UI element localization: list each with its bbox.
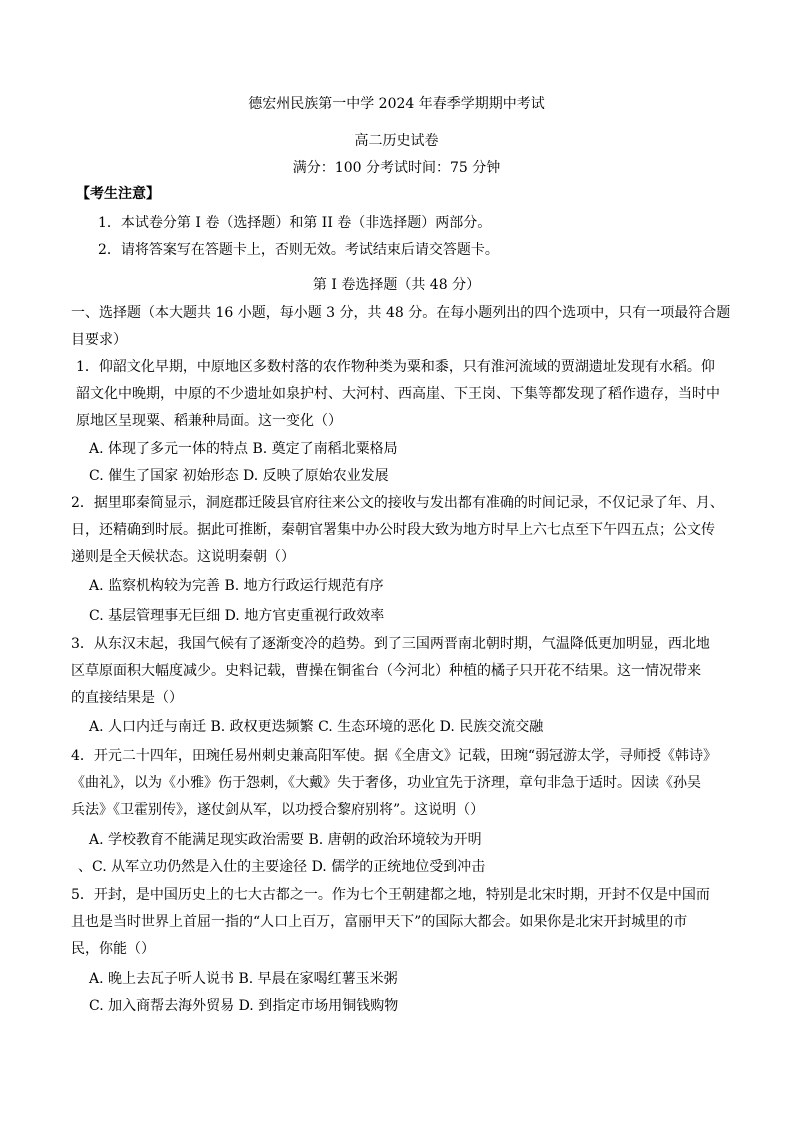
notice-title: 【考生注意】: [76, 186, 160, 202]
notice-item: 1．本试卷分第 I 卷（选择题）和第 II 卷（非选择题）两部分。: [98, 215, 492, 231]
exam-title: 德宏州民族第一中学 2024 年春季学期期中考试: [248, 96, 545, 112]
question-5-option: A. 晚上去瓦子听人说书 B. 早晨在家喝红薯玉米粥: [89, 971, 398, 987]
question-3-stem: 的直接结果是（）: [71, 690, 183, 706]
question-2-stem: 2．据里耶秦简显示，洞庭郡迁陵县官府往来公文的接收与发出都有准确的时间记录，不仅记录了年、月、: [71, 495, 724, 511]
question-4-stem: 兵法》《卫霍别传》，遂仗剑从军，以功授合黎府别将”。这说明（）: [71, 802, 485, 818]
question-2-option: A. 监察机构较为完善 B. 地方行政运行规范有序: [89, 578, 384, 594]
question-5-option: C. 加入商帮去海外贸易 D. 到指定市场用铜钱购物: [89, 998, 399, 1014]
question-1-stem: 1．仰韶文化早期，中原地区多数村落的农作物种类为粟和黍，只有淮河流域的贾湖遗址发现有水稻。仰: [76, 359, 715, 375]
question-2-stem: 递则是全天候状态。这说明秦朝（）: [71, 549, 295, 565]
question-3-option: A. 人口内迁与南迁 B. 政权更迭频繁 C. 生态环境的恶化 D. 民族交流交融: [89, 719, 544, 735]
section-title: 第 I 卷选择题（共 48 分）: [312, 277, 481, 293]
question-3-stem: 3．从东汉末起，我国气候有了逐渐变冷的趋势。到了三国两晋南北朝时期，气温降低更加明显，西北地: [71, 636, 710, 652]
question-2-option: C. 基层管理事无巨细 D. 地方官吏重视行政效率: [89, 608, 385, 624]
section-intro: 目要求）: [71, 332, 127, 348]
question-5-stem: 5．开封，是中国历史上的七大古都之一。作为七个王朝建都之地，特别是北宋时期，开封不仅是中国而: [71, 887, 710, 903]
question-4-option: 、C. 从军立功仍然是入仕的主要途径 D. 儒学的正统地位受到冲击: [78, 859, 486, 875]
subject-title: 高二历史试卷: [354, 133, 439, 149]
question-4-stem: 4．开元二十四年，田琬任易州刺史兼高阳军使。据《全唐文》记载，田琬“弱冠游太学，寻师授《韩诗》: [71, 748, 718, 764]
question-1-stem: 原地区呈现粟、稻兼种局面。这一变化（）: [76, 413, 342, 429]
question-4-stem: 《曲礼》，以为《小雅》伤于怨刺，《大戴》失于奢侈，功业宜先于济理，章句非急于适时。因读《孙吴: [71, 775, 701, 791]
score-time-line: 满分：100 分考试时间：75 分钟: [292, 160, 501, 176]
question-2-stem: 日，还精确到时辰。据此可推断，秦朝官署集中办公时段大致为地方时早上六七点至下午四五点；公文传: [71, 522, 715, 538]
question-1-option: A. 体现了多元一体的特点 B. 奠定了南稻北粟格局: [89, 441, 398, 457]
question-1-option: C. 催生了国家 初始形态 D. 反映了原始农业发展: [89, 468, 389, 484]
question-3-stem: 区草原面积大幅度减少。史料记载，曹操在铜雀台（今河北）种植的橘子只开花不结果。这一情况带来: [71, 663, 701, 679]
section-intro: 一、选择题（本大题共 16 小题，每小题 3 分，共 48 分。在每小题列出的四个选项中，只有一项最符合题: [71, 305, 731, 321]
question-5-stem: 民，你能（）: [71, 941, 155, 957]
question-4-option: A. 学校教育不能满足现实政治需要 B. 唐朝的政治环境较为开明: [89, 832, 482, 848]
question-1-stem: 韶文化中晚期，中原的不少遗址如泉护村、大河村、西高崖、下王岗、下集等都发现了稻作遗存，当时中: [76, 386, 720, 402]
notice-item: 2．请将答案写在答题卡上，否则无效。考试结束后请交答题卡。: [98, 242, 499, 258]
question-5-stem: 且也是当时世界上首屈一指的“人口上百万，富丽甲天下”的国际大都会。如果你是北宋开封城里的市: [71, 914, 688, 930]
